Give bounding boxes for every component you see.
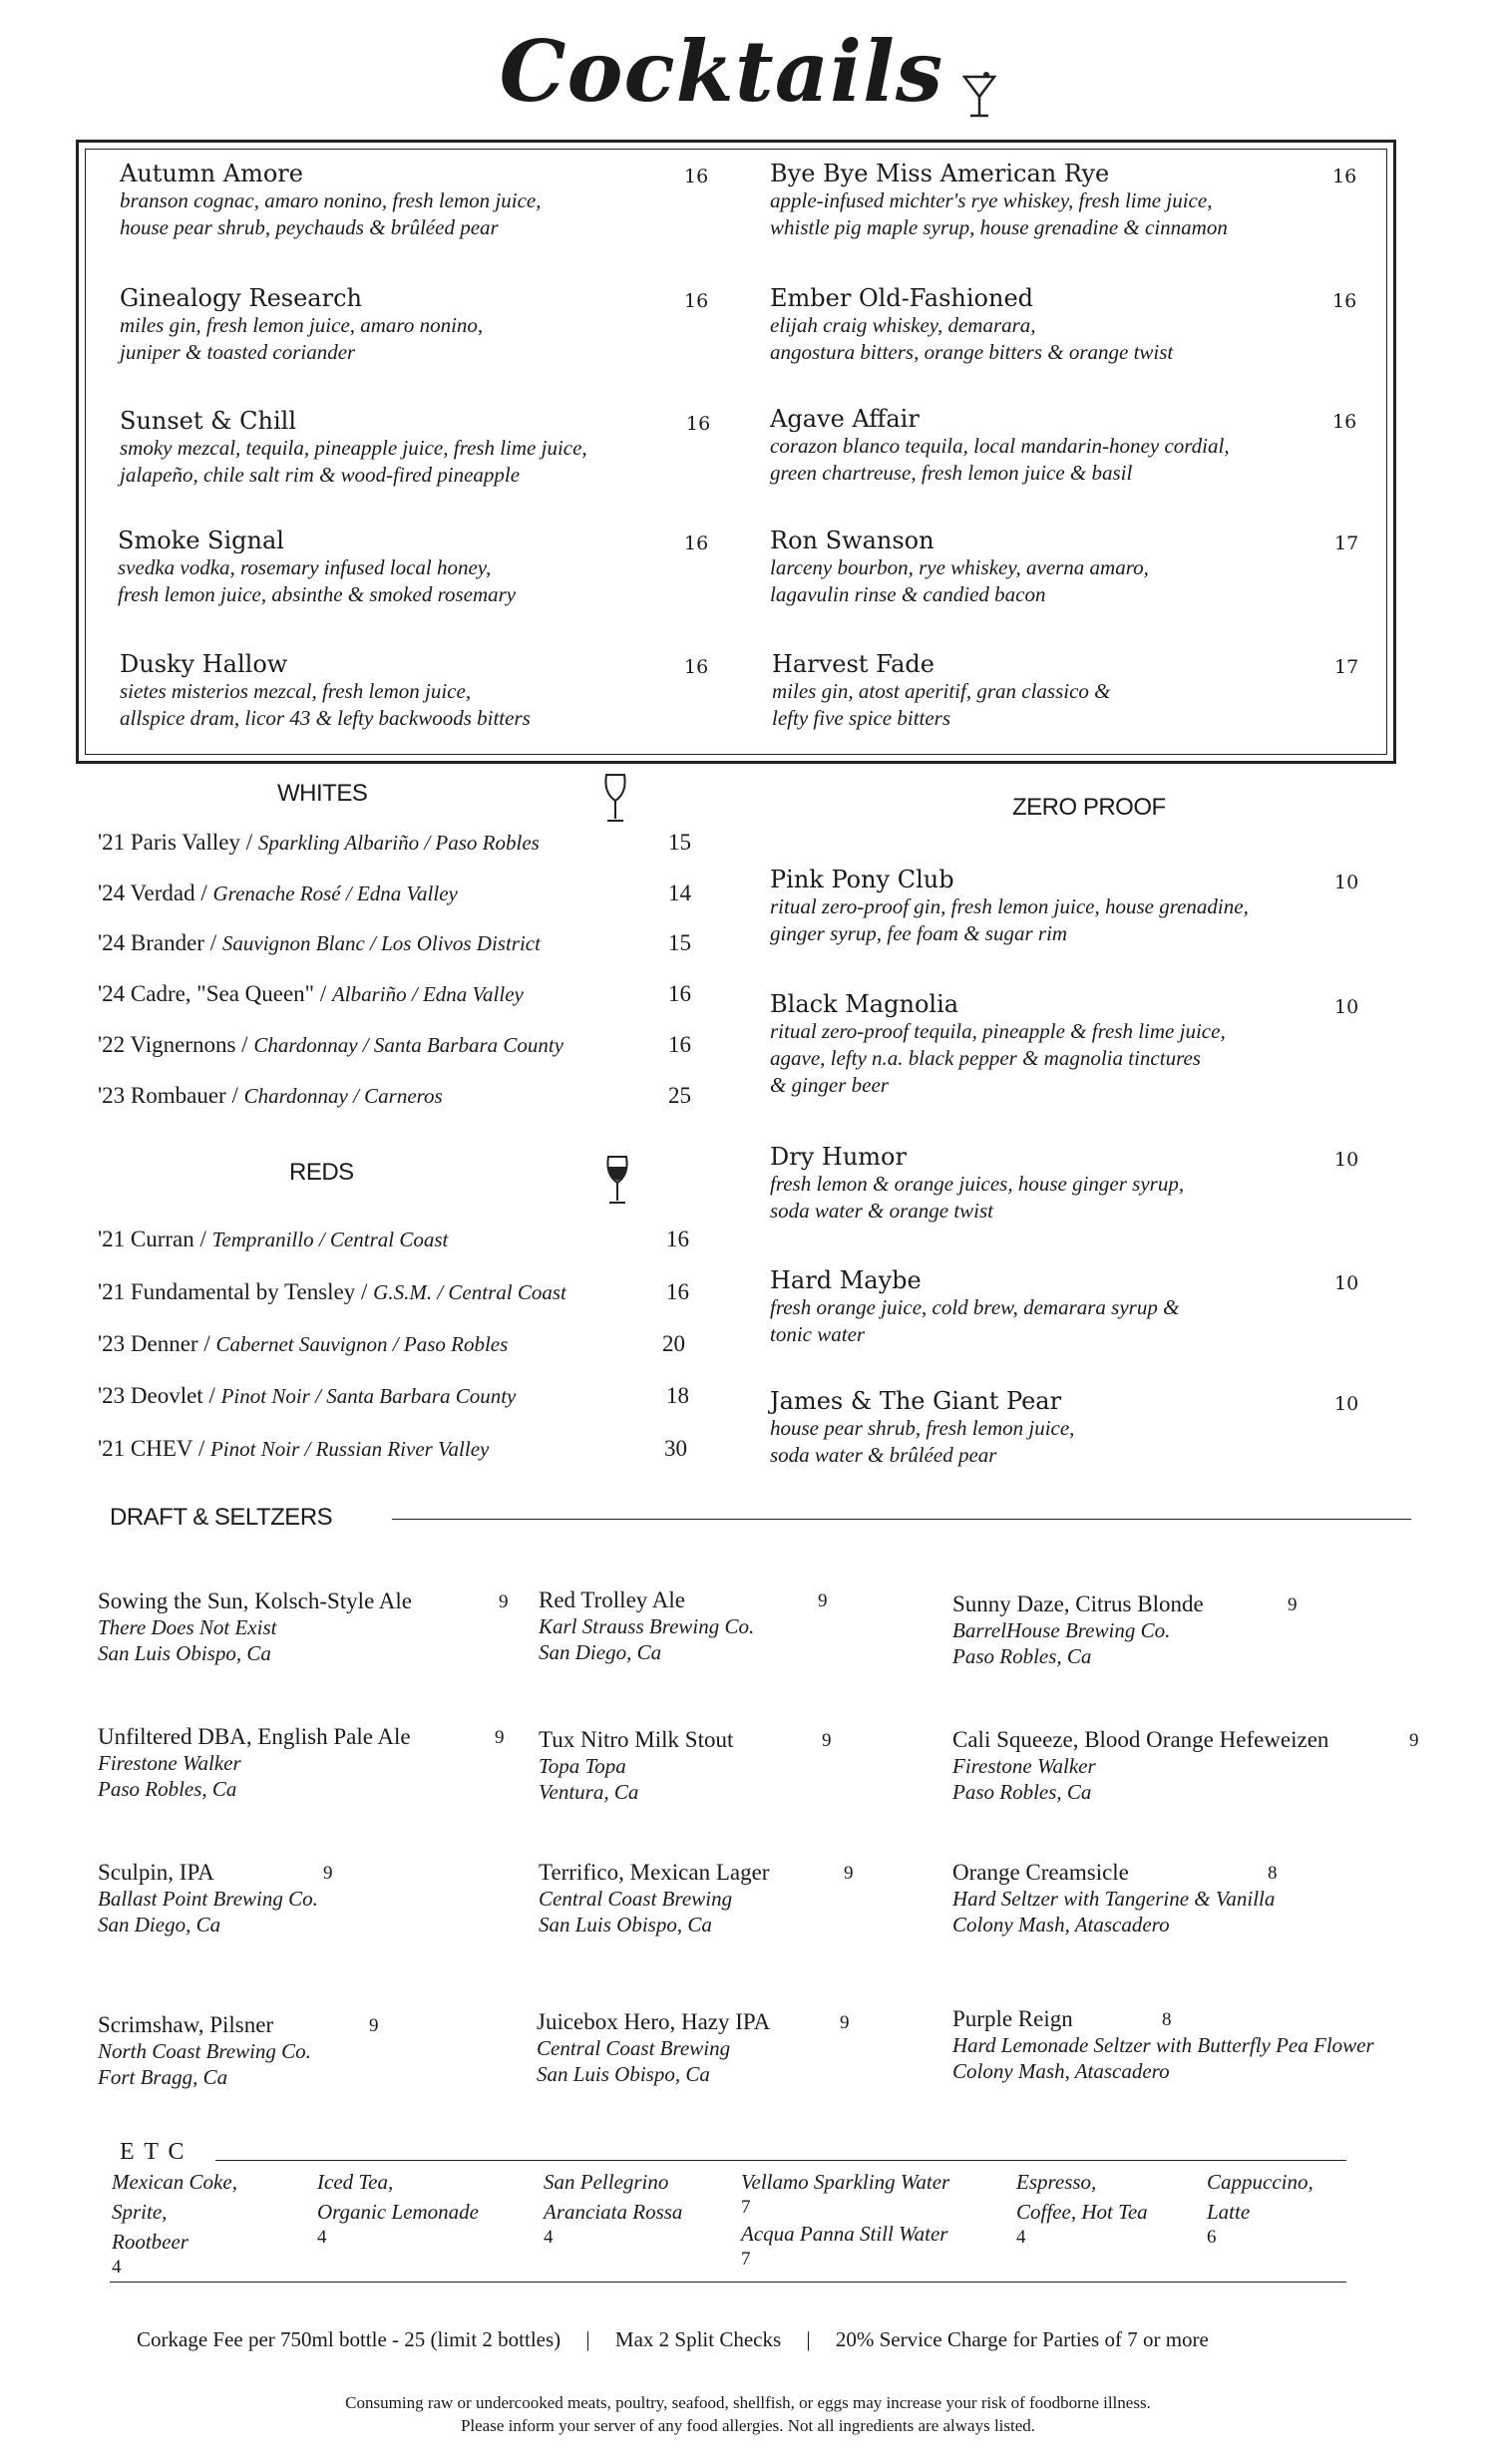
cocktail-name: Ron Swanson <box>770 527 935 554</box>
zero-proof-desc: soda water & orange twist <box>770 1199 994 1223</box>
draft-price: 9 <box>369 2015 379 2036</box>
cocktail-name: Dusky Hallow <box>120 650 288 678</box>
cocktail-price: 16 <box>1332 290 1357 312</box>
zero-proof-item <box>770 1143 1388 1225</box>
draft-brewer: Topa Topa <box>539 1754 626 1778</box>
draft-brewer: Hard Lemonade Seltzer with Butterfly Pea Flower <box>952 2033 1374 2057</box>
wine-name: '23 Deovlet / <box>98 1383 221 1408</box>
wine-price: 20 <box>662 1331 685 1356</box>
cocktail-desc: miles gin, atost aperitif, gran classico & <box>772 679 1111 703</box>
draft-brewer: BarrelHouse Brewing Co. <box>952 1618 1171 1642</box>
draft-name: Orange Creamsicle <box>952 1860 1129 1885</box>
draft-price: 9 <box>818 1590 828 1611</box>
etc-line: Espresso, <box>1016 2170 1097 2194</box>
cocktail-item <box>772 650 1370 732</box>
wine-name: '21 Fundamental by Tensley / <box>98 1279 374 1304</box>
cocktail-item <box>120 160 708 241</box>
wine-detail: Sauvignon Blanc / Los Olivos District <box>221 931 541 955</box>
draft-location: Ventura, Ca <box>539 1780 639 1804</box>
draft-brewer: Central Coast Brewing <box>539 1887 733 1911</box>
etc-line: Coffee, Hot Tea <box>1016 2200 1148 2224</box>
cocktail-item <box>770 160 1368 241</box>
footer-policies <box>137 2327 1209 2352</box>
corkage-fee: Corkage Fee per 750ml bottle - 25 (limit 2 bottles) <box>137 2327 561 2351</box>
draft-name: Sunny Daze, Citrus Blonde <box>952 1591 1204 1616</box>
cocktail-desc: angostura bitters, orange bitters & orange twist <box>770 340 1174 364</box>
wine-price: 16 <box>668 981 691 1006</box>
etc-price: 6 <box>1207 2227 1217 2248</box>
wine-item <box>98 1032 563 1058</box>
draft-location: San Luis Obispo, Ca <box>539 1913 712 1936</box>
draft-name: Juicebox Hero, Hazy IPA <box>537 2009 771 2034</box>
cocktail-desc: larceny bourbon, rye whiskey, averna amaro, <box>770 555 1149 579</box>
zero-proof-price: 10 <box>1334 1149 1359 1171</box>
zero-proof-desc: ritual zero-proof gin, fresh lemon juice, house grenadine, <box>770 894 1249 918</box>
draft-item <box>952 1860 1278 1937</box>
cocktail-desc: green chartreuse, fresh lemon juice & basil <box>770 461 1133 485</box>
draft-name: Scrimshaw, Pilsner <box>98 2012 274 2037</box>
etc-col <box>112 2167 237 2279</box>
cocktail-desc: corazon blanco tequila, local mandarin-honey cordial, <box>770 434 1230 458</box>
wine-item <box>98 981 524 1007</box>
draft-name: Sculpin, IPA <box>98 1860 214 1885</box>
cocktail-glass-icon <box>962 71 996 123</box>
wine-name: '24 Verdad / <box>98 880 213 905</box>
cocktail-name: Harvest Fade <box>772 650 935 678</box>
draft-brewer: Karl Strauss Brewing Co. <box>539 1614 755 1638</box>
draft-brewer: Firestone Walker <box>952 1754 1096 1778</box>
wine-item <box>98 1331 508 1357</box>
draft-brewer: Firestone Walker <box>98 1751 241 1775</box>
cocktail-name: Autumn Amore <box>120 160 303 187</box>
draft-name: Terrifico, Mexican Lager <box>539 1860 770 1885</box>
wine-detail: Tempranillo / Central Coast <box>211 1228 449 1251</box>
draft-item <box>98 1588 509 1666</box>
draft-price: 9 <box>323 1863 333 1884</box>
zero-proof-desc: tonic water <box>770 1322 866 1346</box>
wine-name: '23 Rombauer / <box>98 1083 244 1108</box>
etc-line: Acqua Panna Still Water <box>741 2222 948 2246</box>
draft-name: Sowing the Sun, Kolsch-Style Ale <box>98 1588 412 1613</box>
cocktail-desc: fresh lemon juice, absinthe & smoked rosemary <box>118 582 517 606</box>
draft-item <box>537 2009 850 2087</box>
draft-price: 9 <box>822 1730 832 1751</box>
draft-price: 9 <box>499 1591 509 1612</box>
draft-price: 8 <box>1162 2009 1172 2030</box>
draft-item <box>539 1727 832 1805</box>
cocktail-item <box>770 284 1368 366</box>
draft-item <box>98 2012 379 2090</box>
draft-item <box>98 1724 505 1802</box>
wine-item <box>98 830 540 856</box>
draft-location: Paso Robles, Ca <box>98 1777 237 1801</box>
white-wine-glass-icon <box>601 773 629 829</box>
draft-item <box>98 1860 333 1937</box>
split-checks: Max 2 Split Checks <box>614 2327 782 2351</box>
cocktail-desc: juniper & toasted coriander <box>120 340 356 364</box>
wine-detail: Pinot Noir / Santa Barbara County <box>220 1384 517 1408</box>
wine-detail: Chardonnay / Santa Barbara County <box>253 1033 564 1057</box>
draft-brewer: North Coast Brewing Co. <box>98 2039 311 2063</box>
draft-name: Unfiltered DBA, English Pale Ale <box>98 1724 411 1749</box>
wine-price: 16 <box>666 1279 689 1304</box>
draft-price: 9 <box>840 2012 850 2033</box>
wine-name: '23 Denner / <box>98 1331 216 1356</box>
red-wine-glass-icon <box>603 1155 631 1211</box>
etc-heading: E T C <box>120 2139 187 2165</box>
draft-location: Colony Mash, Atascadero <box>952 1913 1170 1936</box>
wine-name: '22 Vignernons / <box>98 1032 254 1057</box>
cocktail-price: 16 <box>1332 411 1357 433</box>
cocktail-desc: whistle pig maple syrup, house grenadine & cinnamon <box>770 215 1228 239</box>
draft-name: Tux Nitro Milk Stout <box>539 1727 734 1752</box>
wine-detail: Grenache Rosé / Edna Valley <box>212 881 458 905</box>
wine-detail: Cabernet Sauvignon / Paso Robles <box>215 1332 509 1356</box>
zero-proof-item <box>770 990 1388 1099</box>
cocktail-price: 16 <box>686 413 711 435</box>
draft-price: 9 <box>844 1863 854 1884</box>
draft-item <box>952 1727 1419 1805</box>
etc-line: San Pellegrino <box>544 2170 669 2194</box>
draft-name: Red Trolley Ale <box>539 1587 685 1612</box>
cocktail-desc: lefty five spice bitters <box>772 706 951 730</box>
cocktail-name: Ember Old-Fashioned <box>770 284 1034 312</box>
wine-price: 15 <box>668 930 691 955</box>
draft-brewer: Hard Seltzer with Tangerine & Vanilla <box>952 1887 1276 1911</box>
etc-line: Rootbeer <box>112 2230 188 2254</box>
zero-proof-desc: & ginger beer <box>770 1073 889 1097</box>
cocktail-desc: branson cognac, amaro nonino, fresh lemon juice, <box>120 188 542 212</box>
footer-separator: | <box>585 2327 590 2351</box>
cocktail-price: 16 <box>684 532 709 554</box>
zero-proof-desc: ginger syrup, fee foam & sugar rim <box>770 921 1068 945</box>
zero-proof-price: 10 <box>1334 996 1359 1018</box>
zero-proof-price: 10 <box>1334 872 1359 893</box>
zero-proof-desc: fresh lemon & orange juices, house ginger syrup, <box>770 1172 1185 1196</box>
zero-proof-desc: agave, lefty n.a. black pepper & magnolia tinctures <box>770 1046 1201 1070</box>
cocktail-price: 17 <box>1334 656 1359 678</box>
zero-proof-name: Pink Pony Club <box>770 866 954 893</box>
cocktail-desc: sietes misterios mezcal, fresh lemon juice, <box>120 679 472 703</box>
etc-col <box>1207 2167 1313 2249</box>
wine-price: 16 <box>666 1227 689 1251</box>
etc-line: Iced Tea, <box>317 2170 394 2194</box>
cocktail-price: 16 <box>684 290 709 312</box>
etc-line: Cappuccino, <box>1207 2170 1313 2194</box>
etc-price: 4 <box>112 2257 122 2278</box>
zero-proof-price: 10 <box>1334 1393 1359 1415</box>
etc-rule-bottom <box>110 2282 1346 2283</box>
page-title-block <box>0 22 1496 123</box>
wine-price: 16 <box>668 1032 691 1057</box>
wine-price: 15 <box>668 830 691 855</box>
cocktail-desc: apple-infused michter's rye whiskey, fresh lime juice, <box>770 188 1213 212</box>
draft-location: Fort Bragg, Ca <box>98 2065 228 2089</box>
cocktail-desc: allspice dram, licor 43 & lefty backwoods bitters <box>120 706 531 730</box>
cocktail-desc: lagavulin rinse & candied bacon <box>770 582 1046 606</box>
draft-location: San Luis Obispo, Ca <box>98 1641 271 1665</box>
draft-heading: DRAFT & SELTZERS <box>110 1504 333 1531</box>
wine-item <box>98 1383 516 1409</box>
draft-brewer: Ballast Point Brewing Co. <box>98 1887 318 1911</box>
wine-item <box>98 1436 489 1462</box>
etc-line: Organic Lemonade <box>317 2200 479 2224</box>
etc-line: Mexican Coke, <box>112 2170 237 2194</box>
cocktail-desc: jalapeño, chile salt rim & wood-fired pineapple <box>120 463 521 487</box>
zero-proof-item <box>770 1266 1388 1348</box>
etc-line: Vellamo Sparkling Water <box>741 2170 950 2194</box>
draft-item <box>952 2006 1374 2084</box>
etc-line: Aranciata Rossa <box>544 2200 683 2224</box>
draft-brewer: There Does Not Exist <box>98 1615 277 1639</box>
etc-col <box>741 2167 949 2271</box>
zero-proof-desc: soda water & brûléed pear <box>770 1443 997 1467</box>
wine-name: '24 Cadre, "Sea Queen" / <box>98 981 332 1006</box>
zero-proof-name: Hard Maybe <box>770 1266 922 1294</box>
wine-price: 30 <box>664 1436 687 1461</box>
zero-proof-item <box>770 1387 1388 1469</box>
whites-heading: WHITES <box>277 780 368 807</box>
cocktail-price: 16 <box>684 166 709 187</box>
cocktail-name: Sunset & Chill <box>120 407 296 435</box>
cocktail-item <box>120 407 738 489</box>
cocktail-desc: house pear shrub, peychauds & brûléed pear <box>120 215 499 239</box>
draft-name: Cali Squeeze, Blood Orange Hefeweizen <box>952 1727 1329 1752</box>
reds-heading: REDS <box>289 1159 354 1186</box>
zero-proof-desc: ritual zero-proof tequila, pineapple & fresh lime juice, <box>770 1019 1226 1043</box>
draft-location: San Diego, Ca <box>98 1913 221 1936</box>
wine-item <box>98 880 458 906</box>
zero-proof-desc: house pear shrub, fresh lemon juice, <box>770 1416 1075 1440</box>
cocktail-item <box>770 527 1368 608</box>
wine-detail: Chardonnay / Carneros <box>243 1084 443 1108</box>
cocktail-desc: miles gin, fresh lemon juice, amaro nonino, <box>120 313 484 337</box>
zero-proof-desc: fresh orange juice, cold brew, demarara syrup & <box>770 1295 1180 1319</box>
etc-col <box>317 2167 479 2249</box>
cocktail-name: Bye Bye Miss American Rye <box>770 160 1110 187</box>
etc-line: Sprite, <box>112 2200 168 2224</box>
zero-proof-price: 10 <box>1334 1272 1359 1294</box>
zero-proof-item <box>770 866 1388 947</box>
zero-proof-name: James & The Giant Pear <box>770 1387 1062 1415</box>
wine-item <box>98 1083 443 1109</box>
cocktail-item <box>118 527 709 608</box>
draft-location: Paso Robles, Ca <box>952 1644 1092 1668</box>
draft-price: 9 <box>495 1727 505 1748</box>
wine-name: '21 CHEV / <box>98 1436 210 1461</box>
etc-price: 4 <box>544 2227 554 2248</box>
cocktail-name: Smoke Signal <box>118 527 284 554</box>
wine-item <box>98 1279 566 1305</box>
etc-col <box>1016 2167 1148 2249</box>
wine-price: 14 <box>668 880 691 905</box>
draft-price: 9 <box>1409 1730 1419 1751</box>
footer-separator: | <box>806 2327 811 2351</box>
draft-item <box>952 1591 1298 1669</box>
etc-price: 7 <box>741 2197 751 2218</box>
draft-name: Purple Reign <box>952 2006 1073 2031</box>
wine-name: '21 Paris Valley / <box>98 830 258 855</box>
page-title: Cocktails <box>499 22 944 121</box>
draft-item <box>539 1860 854 1937</box>
wine-item <box>98 1227 448 1252</box>
draft-price: 8 <box>1268 1863 1278 1884</box>
cocktail-desc: smoky mezcal, tequila, pineapple juice, fresh lime juice, <box>120 436 587 460</box>
etc-line: Latte <box>1207 2200 1251 2224</box>
cocktail-price: 16 <box>1332 166 1357 187</box>
wine-detail: G.S.M. / Central Coast <box>373 1280 566 1304</box>
etc-rule-top <box>215 2160 1346 2161</box>
draft-item <box>539 1587 828 1665</box>
etc-price: 4 <box>1016 2227 1026 2248</box>
wine-name: '21 Curran / <box>98 1227 212 1251</box>
cocktail-desc: svedka vodka, rosemary infused local honey, <box>118 555 492 579</box>
cocktail-price: 16 <box>684 656 709 678</box>
disclaimer-line: Consuming raw or undercooked meats, poultry, seafood, shellfish, or eggs may increase your risk of foodborne illness. <box>345 2393 1151 2412</box>
cocktail-item <box>770 405 1368 487</box>
etc-price: 4 <box>317 2227 327 2248</box>
wine-detail: Sparkling Albariño / Paso Robles <box>257 831 540 855</box>
cocktail-price: 17 <box>1334 532 1359 554</box>
wine-name: '24 Brander / <box>98 930 222 955</box>
cocktail-item <box>120 284 708 366</box>
etc-price: 7 <box>741 2249 751 2270</box>
draft-brewer: Central Coast Brewing <box>537 2036 731 2060</box>
draft-location: San Diego, Ca <box>539 1640 662 1664</box>
disclaimer <box>0 2391 1496 2437</box>
wine-price: 25 <box>668 1083 691 1108</box>
cocktail-item <box>120 650 708 732</box>
zero-proof-name: Black Magnolia <box>770 990 959 1018</box>
draft-location: Colony Mash, Atascadero <box>952 2059 1170 2083</box>
wine-detail: Pinot Noir / Russian River Valley <box>209 1437 490 1461</box>
etc-col <box>544 2167 682 2249</box>
draft-location: San Luis Obispo, Ca <box>537 2062 710 2086</box>
draft-price: 9 <box>1288 1594 1298 1615</box>
cocktail-name: Ginealogy Research <box>120 284 362 312</box>
disclaimer-line: Please inform your server of any food allergies. Not all ingredients are always listed. <box>460 2416 1036 2435</box>
wine-price: 18 <box>666 1383 689 1408</box>
draft-location: Paso Robles, Ca <box>952 1780 1092 1804</box>
zero-proof-heading: ZERO PROOF <box>1012 794 1166 821</box>
zero-proof-name: Dry Humor <box>770 1143 907 1171</box>
draft-rule <box>392 1519 1411 1520</box>
wine-detail: Albariño / Edna Valley <box>331 982 524 1006</box>
wine-item <box>98 930 541 956</box>
cocktail-name: Agave Affair <box>770 405 920 433</box>
service-charge: 20% Service Charge for Parties of 7 or more <box>835 2327 1209 2351</box>
cocktail-desc: elijah craig whiskey, demarara, <box>770 313 1036 337</box>
